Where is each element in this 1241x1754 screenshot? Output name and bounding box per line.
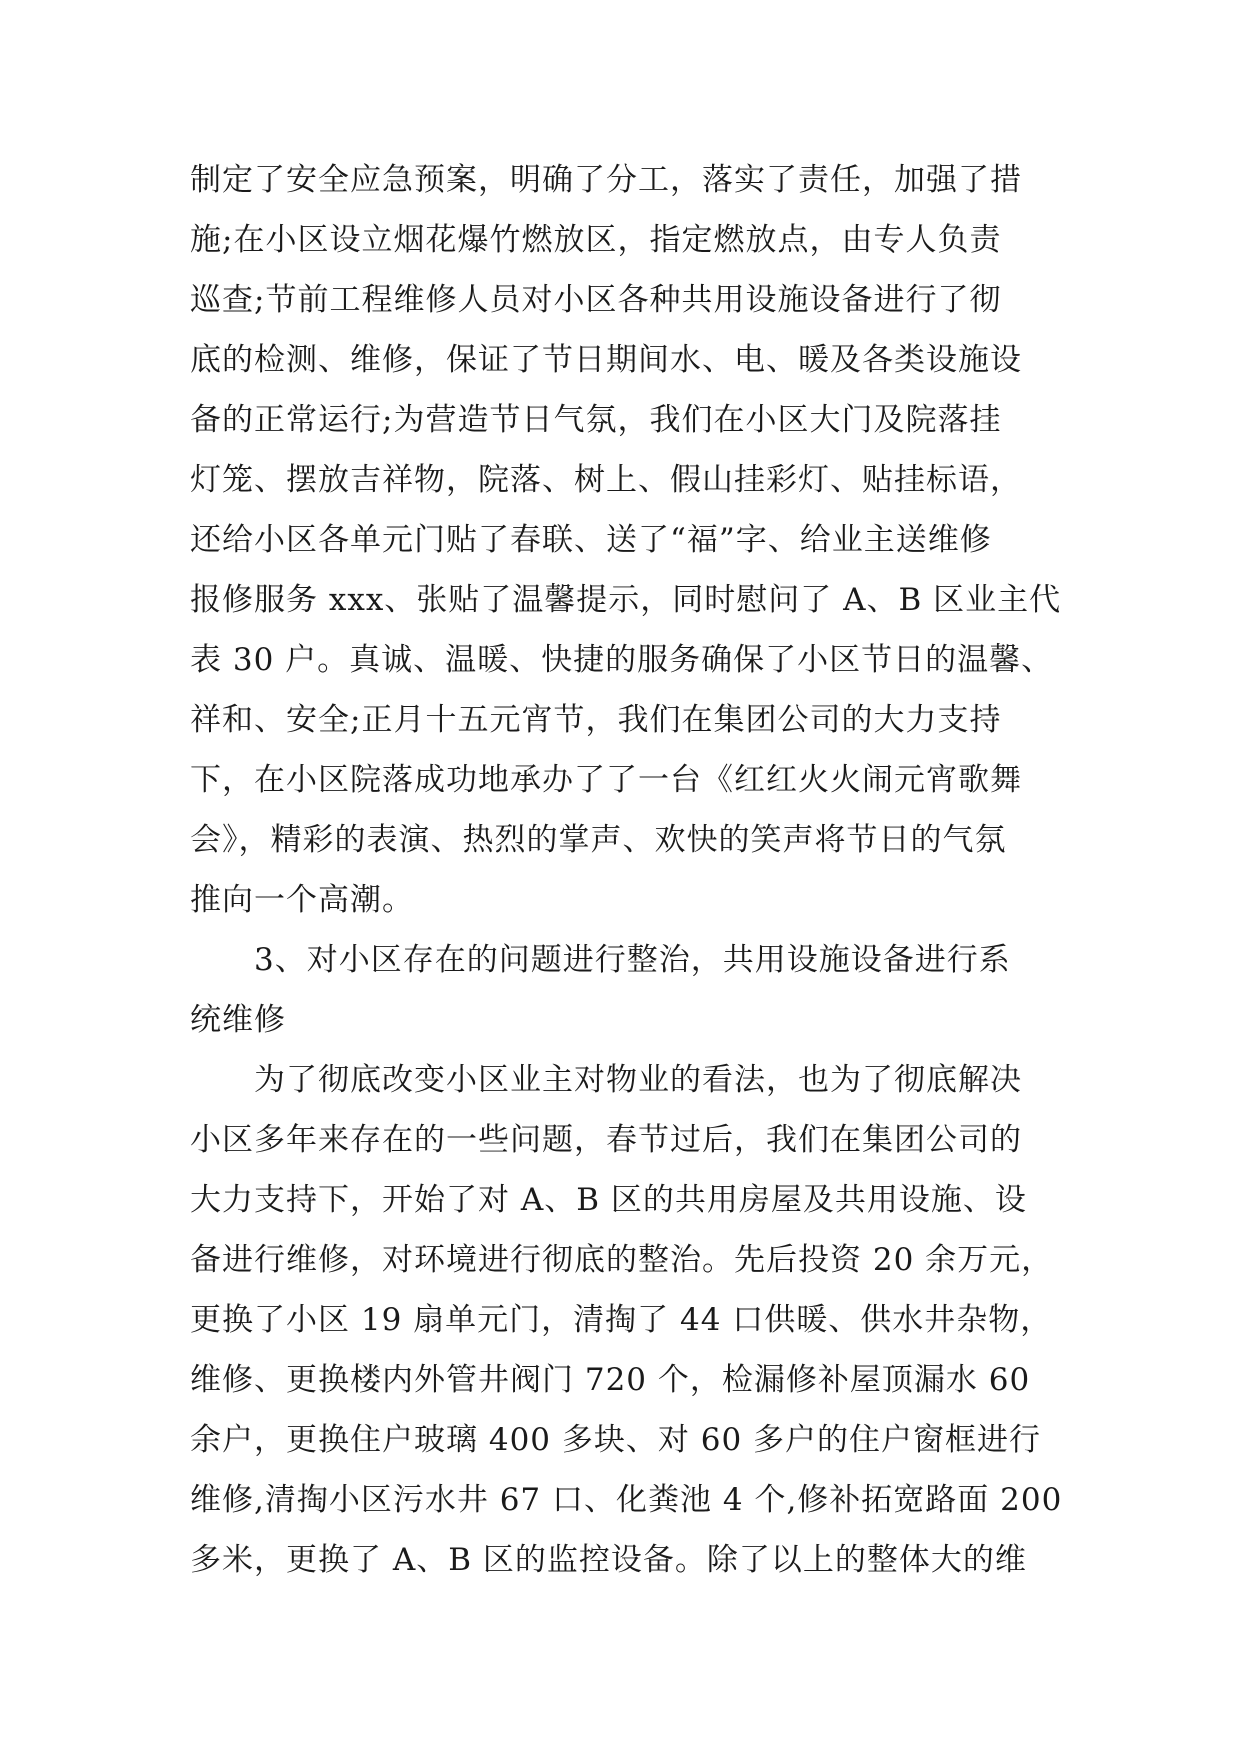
text-line: 制定了安全应急预案，明确了分工，落实了责任，加强了措 (190, 162, 1022, 198)
document-body (190, 150, 1063, 1590)
text-line: 维修,清掏小区污水井 67 口、化粪池 4 个,修补拓宽路面 200 (190, 1482, 1063, 1518)
text-line: 3、对小区存在的问题进行整治，共用设施设备进行系 (254, 942, 1011, 978)
text-line: 灯笼、摆放吉祥物，院落、树上、假山挂彩灯、贴挂标语， (190, 462, 1022, 498)
text-line: 余户，更换住户玻璃 400 多块、对 60 多户的住户窗框进行 (190, 1422, 1042, 1458)
text-line: 多米，更换了 A、B 区的监控设备。除了以上的整体大的维 (190, 1542, 1027, 1578)
text-line: 施;在小区设立烟花爆竹燃放区，指定燃放点，由专人负责 (190, 222, 1002, 258)
text-line: 更换了小区 19 扇单元门，清掏了 44 口供暖、供水井杂物， (190, 1302, 1053, 1338)
text-line: 推向一个高潮。 (190, 882, 414, 918)
text-line: 祥和、安全;正月十五元宵节，我们在集团公司的大力支持 (190, 702, 1002, 738)
text-line: 表 30 户。真诚、温暖、快捷的服务确保了小区节日的温馨、 (190, 642, 1054, 678)
text-line: 底的检测、维修，保证了节日期间水、电、暖及各类设施设 (190, 342, 1022, 378)
text-line: 会》，精彩的表演、热烈的掌声、欢快的笑声将节日的气氛 (190, 822, 1007, 858)
text-line: 维修、更换楼内外管井阀门 720 个，检漏修补屋顶漏水 60 (190, 1362, 1031, 1398)
text-line: 备的正常运行;为营造节日气氛，我们在小区大门及院落挂 (190, 402, 1002, 438)
text-line: 大力支持下，开始了对 A、B 区的共用房屋及共用设施、设 (190, 1182, 1027, 1218)
text-line: 还给小区各单元门贴了春联、送了“福”字、给业主送维修 (190, 522, 992, 558)
text-line: 下，在小区院落成功地承办了了一台《红红火火闹元宵歌舞 (190, 762, 1022, 798)
text-line: 报修服务 xxx、张贴了温馨提示，同时慰问了 A、B 区业主代 (190, 582, 1062, 618)
text-line: 备进行维修，对环境进行彻底的整治。先后投资 20 余万元， (190, 1242, 1054, 1278)
text-line: 为了彻底改变小区业主对物业的看法，也为了彻底解决 (254, 1062, 1022, 1098)
text-line: 巡查;节前工程维修人员对小区各种共用设施设备进行了彻 (190, 282, 1002, 318)
text-line: 统维修 (190, 1002, 286, 1038)
text-line: 小区多年来存在的一些问题，春节过后，我们在集团公司的 (190, 1122, 1022, 1158)
